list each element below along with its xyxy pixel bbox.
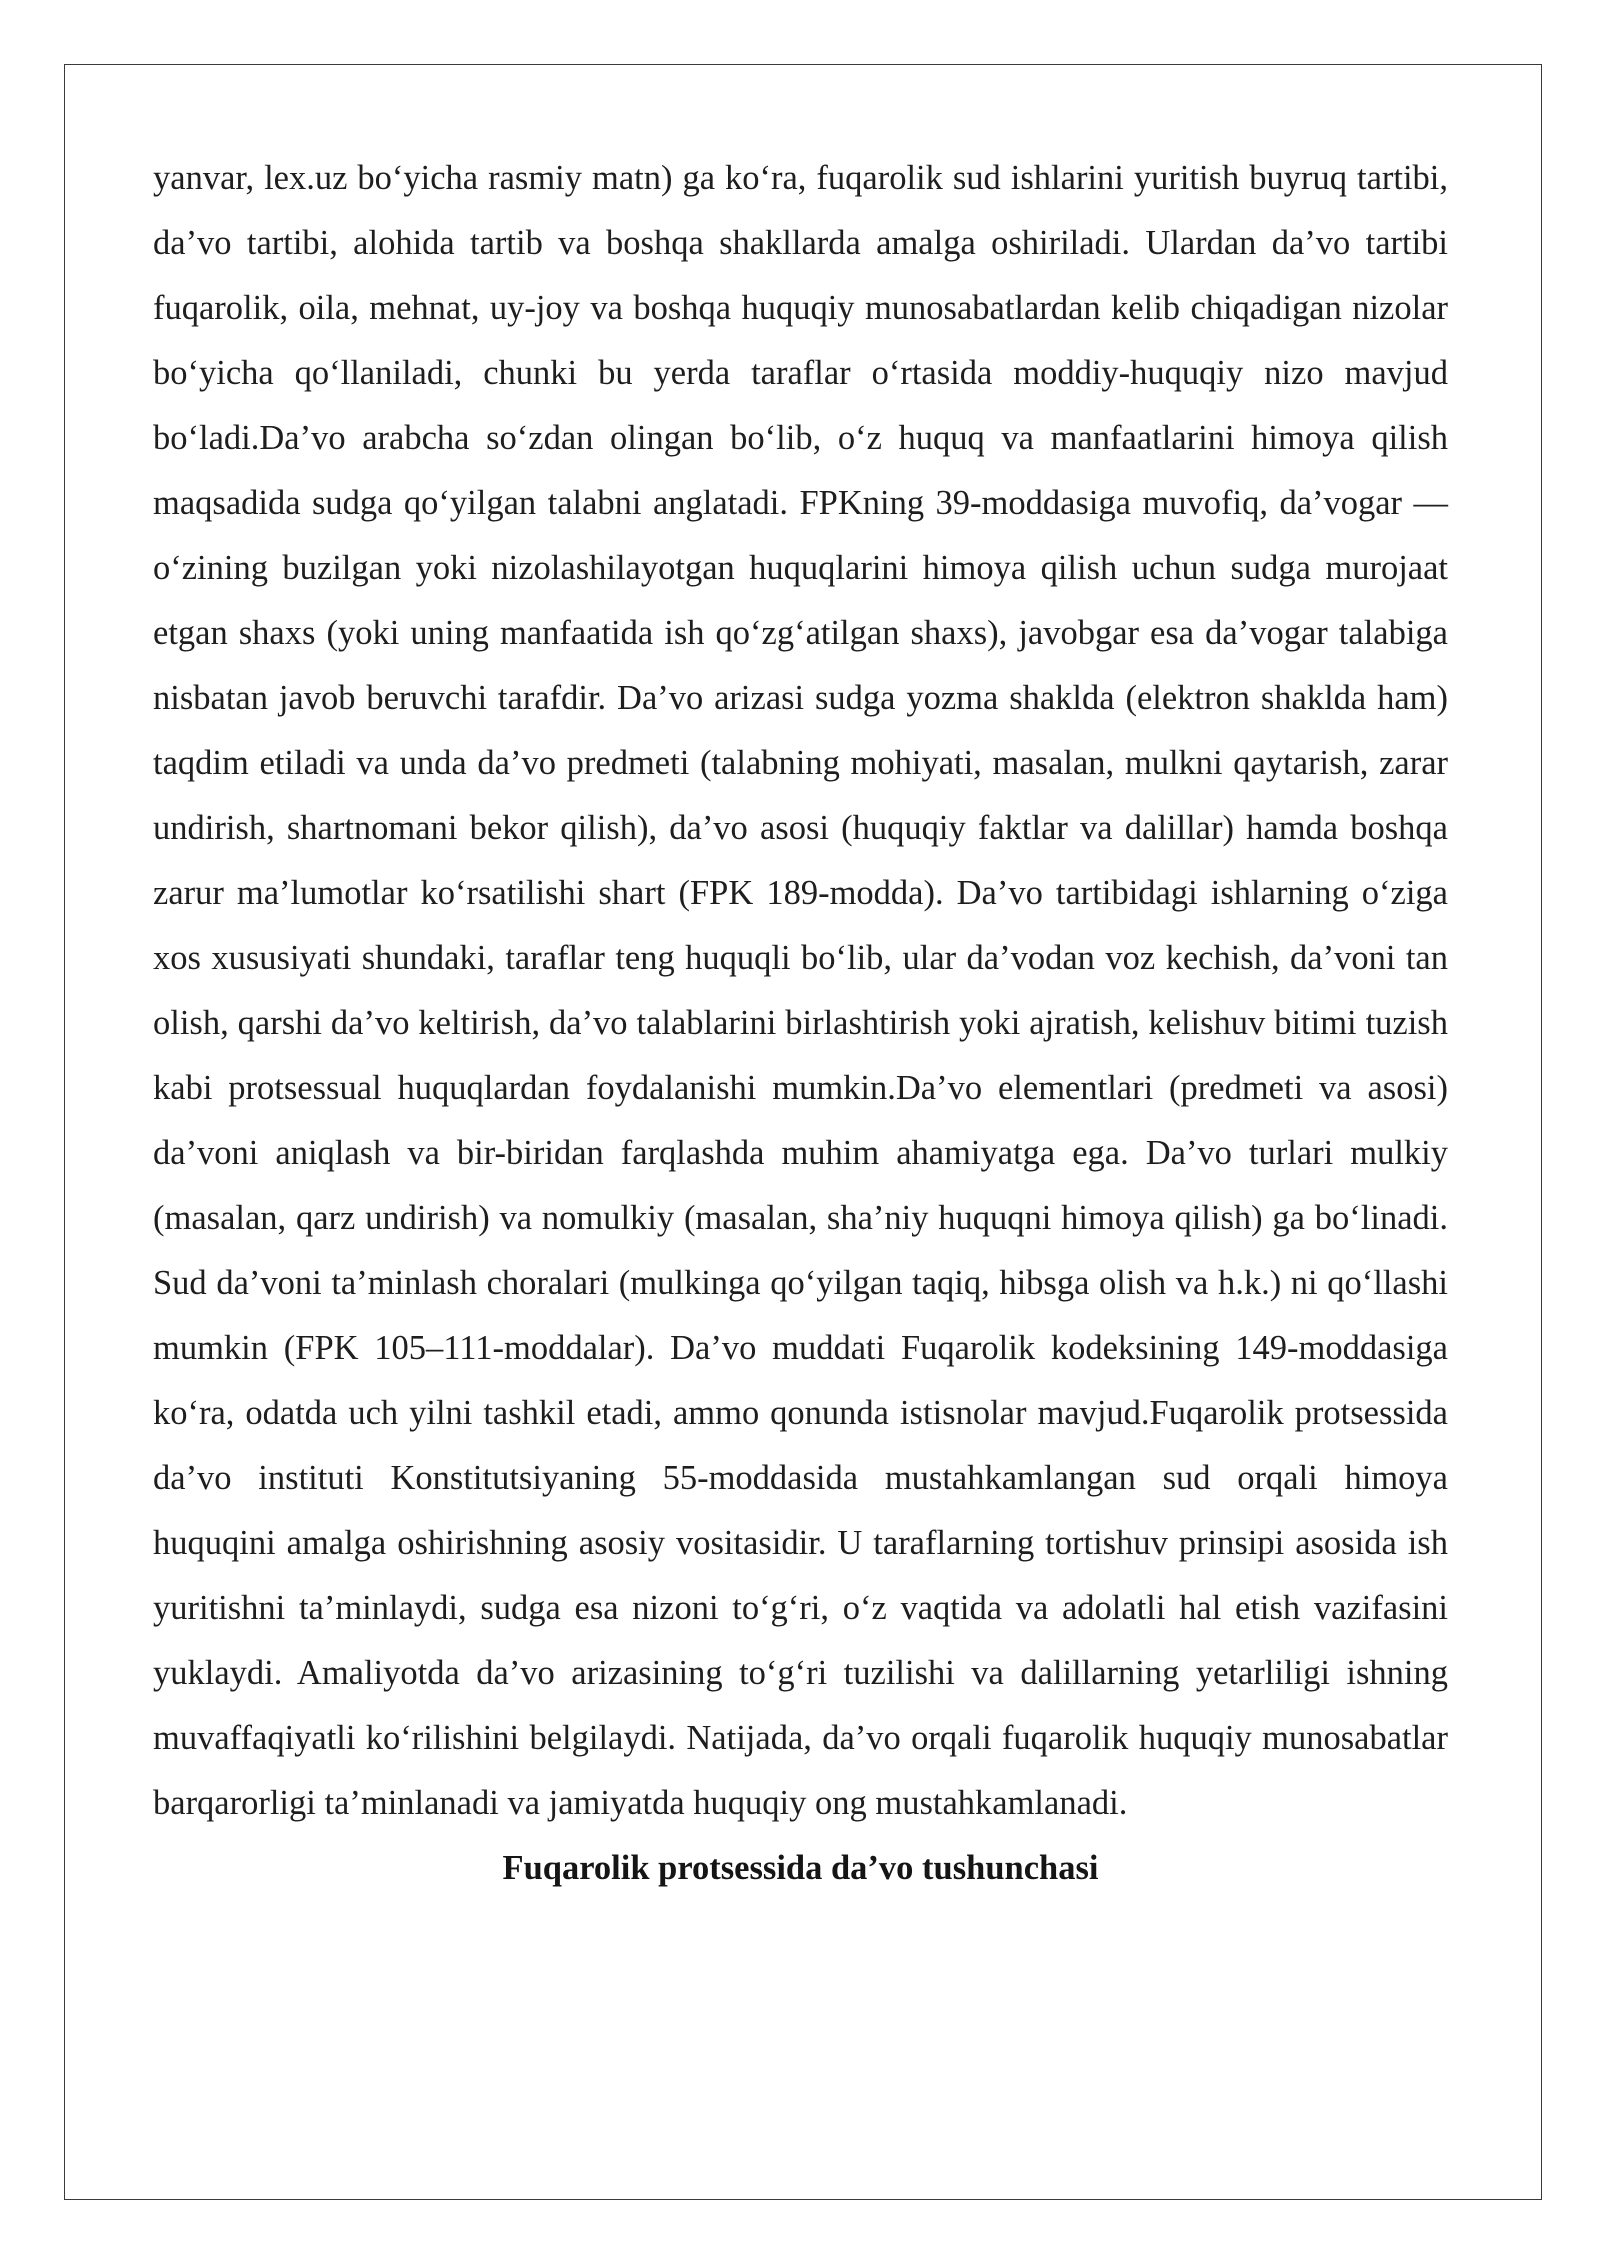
body-paragraph: yanvar, lex.uz bo‘yicha rasmiy matn) ga ko‘ra, fuqarolik sud ishlarini yuritish buyruq tartibi, da’vo tartibi, alohida tartib va boshqa shakllarda amalga oshiriladi. Ulardan da’vo tartibi fuqarolik, oila, mehnat, uy-joy va boshqa huquqiy munosabatlardan kelib chiqadigan nizolar bo‘yicha qo‘llaniladi, chunki bu yerda taraflar o‘rtasida moddiy-huquqiy nizo mavjud bo‘ladi.Da’vo arabcha so‘zdan olingan bo‘lib, o‘z huquq va manfaatlarini himoya qilish maqsadida sudga qo‘yilgan talabni anglatadi. FPKning 39-moddasiga muvofiq, da’vogar — o‘zining buzilgan yoki nizolashilayotgan huquqlarini himoya qilish uchun sudga murojaat etgan shaxs (yoki uning manfaatida ish qo‘zg‘atilgan shaxs), javobgar esa da’vogar talabiga nisbatan javob beruvchi tarafdir. Da’vo arizasi sudga yozma shaklda (elektron shaklda ham) taqdim etiladi va unda da’vo predmeti (talabning mohiyati, masalan, mulkni qaytarish, zarar undirish, shartnomani bekor qilish), da’vo asosi (huquqiy faktlar va dalillar) hamda boshqa zarur ma’lumotlar ko‘rsatilishi shart (FPK 189-modda). Da’vo tartibidagi ishlarning o‘ziga xos xususiyati shundaki, taraflar teng huquqli bo‘lib, ular da’vodan voz kechish, da’voni tan olish, qarshi da’vo keltirish, da’vo talablarini birlashtirish yoki ajratish, kelishuv bitimi tuzish kabi protsessual huquqlardan foydalanishi mumkin.Da’vo elementlari (predmeti va asosi) da’voni aniqlash va bir-biridan farqlashda muhim ahamiyatga ega. Da’vo turlari mulkiy (masalan, qarz undirish) va nomulkiy (masalan, sha’niy huquqni himoya qilish) ga bo‘linadi. Sud da’voni ta’minlash choralari (mulkinga qo‘yilgan taqiq, hibsga olish va h.k.) ni qo‘llashi mumkin (FPK 105–111-moddalar). Da’vo muddati Fuqarolik kodeksining 149-moddasiga ko‘ra, odatda uch yilni tashkil etadi, ammo qonunda istisnolar mavjud.Fuqarolik protsessida da’vo instituti Konstitutsiyaning 55-moddasida mustahkamlangan sud orqali himoya huquqini amalga oshirishning asosiy vositasidir. U taraflarning tortishuv prinsipi asosida ish yuritishni ta’minlaydi, sudga esa nizoni to‘g‘ri, o‘z vaqtida va adolatli hal etish vazifasini yuklaydi. Amaliyotda da’vo arizasining to‘g‘ri tuzilishi va dalillarning yetarliligi ishning muvaffaqiyatli ko‘rilishini belgilaydi. Natijada, da’vo orqali fuqarolik huquqiy munosabatlar barqarorligi ta’minlanadi va jamiyatda huquqiy ong mustahkamlanadi.	[153, 159, 1448, 1822]
document-body	[153, 146, 1448, 1901]
section-heading: Fuqarolik protsessida da’vo tushunchasi	[502, 1849, 1099, 1887]
